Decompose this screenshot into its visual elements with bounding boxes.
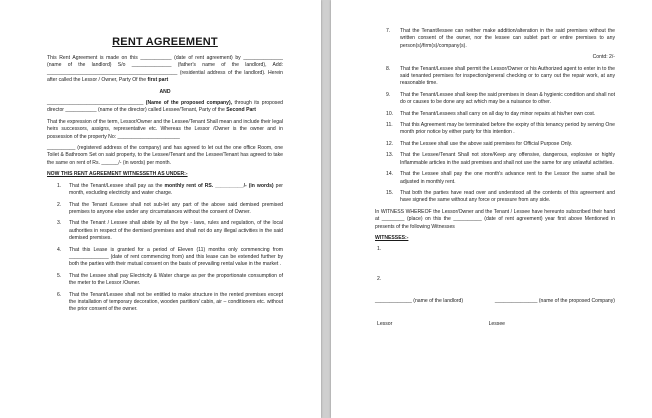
witness-paragraph: In WITNESS WHEREOF the Lessor/Owner and the Tenant / Lessee have hereunto subscribed their hand at ________ (place) on this the __________ (date of rent agreement) year first above Mentioned in presents of the following Witnesses — [375, 208, 615, 230]
clause-text: That the Lessee/Tenant Shall not store/Keep any offensive, dangerous, explosive or highly Inflammable articles in the said premises and shall not use the same for any unlawful activities. — [400, 152, 615, 166]
second-party-text: through its proposed director ___________ (name of the director) called Lessee/Tenant, Party of the — [47, 100, 283, 114]
clause-text: That the Lessee shall pay Electricity & Water charge as per the proportionate consumption of the meter to the Lessor /Owner. — [69, 272, 283, 287]
clause-text: That the Tenant/lessee can neither make addition/alteration in the said premises without the written consent of the owner, nor the lessee can sublet part or entire premises to any person(s)/firm(s)/company(s). — [400, 28, 615, 49]
clause-item — [47, 247, 283, 269]
clause-text: That the Tenant/Lessees shall carry on all day to day minor repairs at his/her own cost. — [400, 110, 596, 117]
clause-number: 7. — [386, 28, 391, 34]
clause-item — [47, 183, 283, 198]
clause-text — [69, 183, 283, 198]
witness-two: 2. — [377, 276, 382, 283]
clause-text-bold: monthly rent of RS. __________/- (in words) — [164, 182, 274, 189]
clause-number: 12. — [386, 140, 394, 147]
clause-text: That both the parties have read over and understood all the contents of this agreement and have signed the same without any force or pressure from any side. — [400, 189, 615, 204]
clause-text: That the Tenant / Lessee shall abide by all the bye - laws, rules and regulation, of the local authorities in respect of the demised premises and shall not do any illegal activities in the said demised premises. — [69, 220, 283, 242]
clause-item — [375, 171, 615, 186]
clause-text: That the Tenant/Lessee shall not be entitled to make structure in the rented premises except the installation of temporary decoration, wooden partition/ cabin, air – conditioners etc. without the prior consent of the owner. — [69, 291, 283, 313]
clause-number: 15. — [386, 189, 394, 196]
lessor-label: Lessor — [377, 321, 393, 328]
clause-number: 4. — [57, 246, 62, 253]
second-party-paragraph — [47, 100, 283, 115]
clause-item — [375, 92, 615, 107]
company-signature-line: _______________ (name of the proposed Company) — [494, 297, 615, 304]
property-paragraph: __________ (registered address of the company) and has agreed to let out the one office Room, one Toilet & Bathroom Set on said property, to the Lessee/Tenant and the Lessee/Tenant has agreed to take the same on rent of Rs. ______/- (in words) per month. — [47, 145, 283, 166]
witnesses-heading: WITNESSES:- — [375, 234, 409, 241]
clause-item — [47, 292, 283, 314]
clause-number: 9. — [386, 91, 391, 98]
clause-number: 6. — [57, 291, 62, 298]
section-heading: NOW THIS RENT AGREEMENT WITNESSETH AS UNDER:- — [47, 171, 188, 178]
intro-paragraph — [47, 55, 283, 85]
clause-list-right-a — [375, 28, 615, 50]
clause-number: 1. — [57, 182, 62, 189]
clause-text: That the Tenant /Lessee shall not sub-let any part of the above said demised premised premises to anyone else under any circumstances without the consent of Owner. — [69, 201, 283, 215]
clause-text-part: per month, excluding electricity and water charge. — [69, 182, 283, 197]
lessee-label: Lessee — [488, 321, 505, 328]
witness-one: 1. — [377, 246, 382, 253]
clause-list-left — [47, 183, 283, 314]
clause-text: That this Agreement may be terminated before the expiry of this tenancy period by serving One month prior notice by either party for this intention . — [400, 122, 615, 136]
clause-item — [47, 273, 283, 288]
clause-number: 8. — [386, 65, 391, 72]
clause-text: That the Tenant/Lessee shall permit the Lessor/Owner or his Authorized agent to enter in to the said tenanted premises for inspection/general checking or to carry out the repair work, at any reasonable time. — [400, 65, 615, 87]
clause-item — [375, 111, 615, 118]
clause-number: 14. — [386, 171, 394, 178]
clause-text: That this Lease is granted for a period of Eleven (11) months only commencing from ______________ (date of rent commencing from) and this lease can be extended further by both the parties with their mutual consent on the basis of prevailing rental value in the market . — [69, 246, 283, 268]
page-two-content — [375, 28, 615, 329]
company-name-label: (Name of the proposed company), — [145, 100, 233, 107]
clause-text: That the Lessee shall use the above said premises for Official Purpose Only. — [400, 140, 573, 147]
clause-text: That the Tenant/Lessee shall keep the said premises in clean & hygienic condition and shall not do or causes to be done any act which may be a nuisance to other. — [400, 91, 615, 106]
party-labels-row — [375, 321, 615, 328]
clause-number: 3. — [57, 220, 62, 227]
clause-item — [375, 66, 615, 88]
clause-item — [47, 202, 283, 217]
page-two — [331, 0, 652, 418]
second-part-label: Second Part — [226, 107, 256, 114]
page-one — [0, 0, 321, 418]
signature-row — [375, 298, 615, 305]
clause-text-part: That the Tenant/Lessee shall pay as the — [69, 182, 165, 189]
clause-number: 13. — [386, 152, 394, 159]
clause-item — [375, 152, 615, 167]
definition-paragraph: That the expression of the term, Lessor/Owner and the Lessee/Tenant Shall mean and include their legal heirs successors, assigns, representative etc. Whereas the Lessor /Owner is the owner and in possession of the property No: ______________________ — [47, 118, 283, 140]
clause-number: 10. — [386, 110, 394, 117]
intro-text: This Rent Agreement is made on this ___________ (date of rent agreement) by ______________ (name of the landlord) S/o ______________ (father's name of the landlord), Add: ______________________________________________ (residential address of the landlord). Herein after called the Lessor / Owner, Party Of the — [47, 55, 283, 84]
clause-item — [375, 190, 615, 205]
clause-item — [375, 122, 615, 137]
page-one-content — [47, 36, 283, 318]
and-separator: AND — [159, 88, 171, 95]
first-part-label: first part — [147, 77, 169, 84]
clause-list-right-b — [375, 66, 615, 205]
clause-number: 5. — [57, 272, 62, 279]
clause-number: 2. — [57, 201, 62, 208]
continued-marker: Contd: 2/- — [592, 54, 615, 61]
clause-item — [375, 141, 615, 148]
landlord-signature-line: _____________ (name of the landlord) — [375, 297, 464, 304]
clause-item — [47, 220, 283, 242]
document-title: RENT AGREEMENT — [112, 36, 218, 48]
company-blank: __________________________________ — [47, 100, 144, 107]
clause-text: That the Lessee shall pay the one month's advance rent to the Lessor the same shall be adjusted in monthly rent. — [400, 171, 615, 185]
clause-item — [375, 28, 615, 50]
clause-number: 11. — [386, 122, 393, 129]
